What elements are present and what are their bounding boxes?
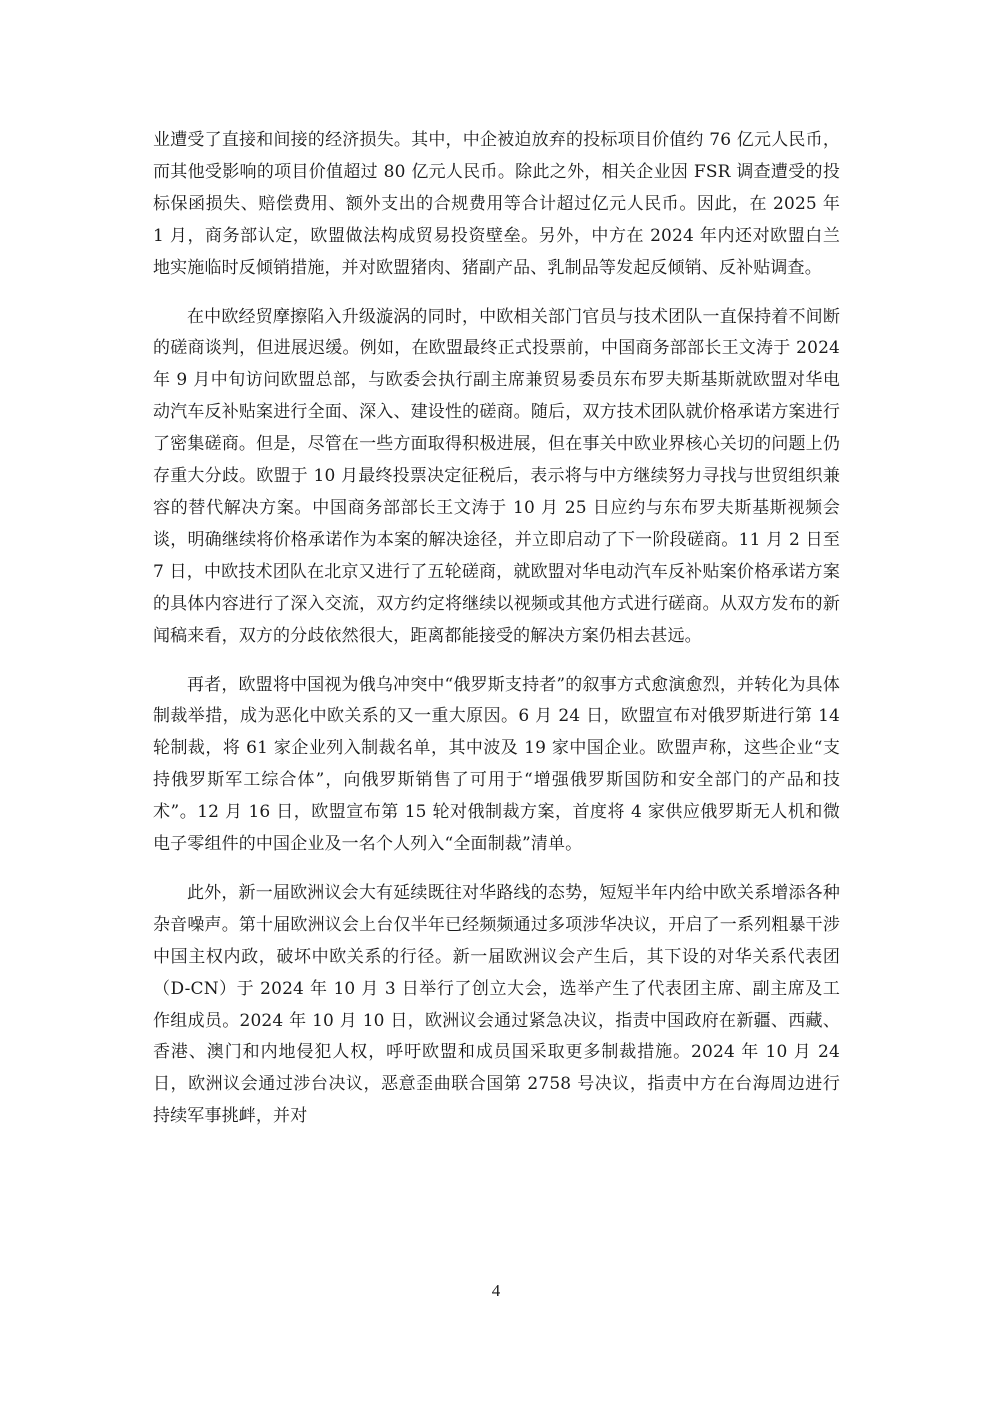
paragraph-economic-losses: 业遭受了直接和间接的经济损失。其中，中企被迫放弃的投标项目价值约 76 亿元人民币，而其他受影响的项目价值超过 80 亿元人民币。除此之外，相关企业因 FSR 调查遭受的投标保函损失、赔偿费用、额外支出的合规费用等合计超过亿元人民币。因此，在 2025 年 1 月，商务部认定，欧盟做法构成贸易投资壁垒。另外，中方在 2024 年内还对欧盟白兰地实施临时反倾销措施，并对欧盟猪肉、猪副产品、乳制品等发起反倾销、反补贴调查。 <box>153 130 840 278</box>
page-number: 4 <box>491 1281 501 1300</box>
paragraph-russia-sanctions: 再者，欧盟将中国视为俄乌冲突中“俄罗斯支持者”的叙事方式愈演愈烈，并转化为具体制裁举措，成为恶化中欧关系的又一重大原因。6 月 24 日，欧盟宣布对俄罗斯进行第 14 轮制裁，将 61 家企业列入制裁名单，其中波及 19 家中国企业。欧盟声称，这些企业“支持俄罗斯军工综合体”，向俄罗斯销售了可用于“增强俄罗斯国防和安全部门的产品和技术”。12 月 16 日，欧盟宣布第 15 轮对俄制裁方案，首度将 4 家供应俄罗斯无人机和微电子零组件的中国企业及一名个人列入“全面制裁”清单。 <box>153 674 840 855</box>
document-body <box>153 125 840 1150</box>
paragraph-trade-negotiations: 在中欧经贸摩擦陷入升级漩涡的同时，中欧相关部门官员与技术团队一直保持着不间断的磋商谈判，但进展迟缓。例如，在欧盟最终正式投票前，中国商务部部长王文涛于 2024 年 9 月中旬访问欧盟总部，与欧委会执行副主席兼贸易委员东布罗夫斯基斯就欧盟对华电动汽车反补贴案进行全面、深入、建设性的磋商。随后，双方技术团队就价格承诺方案进行了密集磋商。但是，尽管在一些方面取得积极进展，但在事关中欧业界核心关切的问题上仍存重大分歧。欧盟于 10 月最终投票决定征税后，表示将与中方继续努力寻找与世贸组织兼容的替代解决方案。中国商务部部长王文涛于 10 月 25 日应约与东布罗夫斯基斯视频会谈，明确继续将价格承诺作为本案的解决途径，并立即启动了下一阶段磋商。11 月 2 日至 7 日，中欧技术团队在北京又进行了五轮磋商，就欧盟对华电动汽车反补贴案价格承诺方案的具体内容进行了深入交流，双方约定将继续以视频或其他方式进行磋商。从双方发布的新闻稿来看，双方的分歧依然很大，距离都能接受的解决方案仍相去甚远。 <box>153 306 840 646</box>
paragraph-european-parliament: 此外，新一届欧洲议会大有延续既往对华路线的态势，短短半年内给中欧关系增添各种杂音噪声。第十届欧洲议会上台仅半年已经频频通过多项涉华决议，开启了一系列粗暴干涉中国主权内政，破坏中欧关系的行径。新一届欧洲议会产生后，其下设的对华关系代表团（D-CN）于 2024 年 10 月 3 日举行了创立大会，选举产生了代表团主席、副主席及工作组成员。2024 年 10 月 10 日，欧洲议会通过紧急决议，指责中国政府在新疆、西藏、香港、澳门和内地侵犯人权，呼吁欧盟和成员国采取更多制裁措施。2024 年 10 月 24 日，欧洲议会通过涉台决议，恶意歪曲联合国第 2758 号决议，指责中方在台海周边进行持续军事挑衅，并对 <box>153 882 840 1127</box>
